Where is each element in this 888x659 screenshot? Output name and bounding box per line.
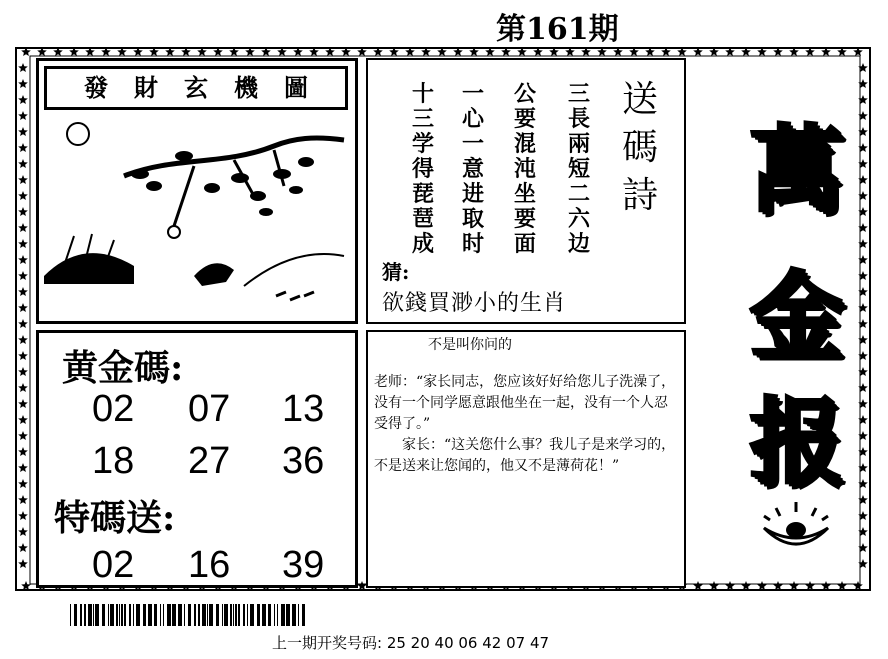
issue-number: 第161期 [496,12,619,47]
poem-line-1: 三長兩短二六边 [567,81,590,257]
star-ornament [837,581,847,590]
barcode-bar [172,604,176,626]
star-ornament [18,319,28,328]
star-ornament [741,581,751,590]
star-ornament [18,399,28,408]
barcode-bar [194,604,196,626]
star-ornament [693,581,703,590]
special-code-label: 特碼送: [54,497,176,539]
star-ornament [821,581,831,590]
guess-label: 猜: [382,260,410,284]
fortune-illustration [44,116,350,316]
barcode-bar [129,604,131,626]
masthead-char-3: 报 [748,387,843,497]
barcode-bar [160,604,161,626]
masthead-char-2: 金 [748,261,843,371]
gold-number: 27 [188,440,231,482]
joke-text [374,372,680,477]
barcode-bar [298,604,299,626]
barcode-bar [84,604,86,626]
barcode-bar [80,604,82,626]
star-ornament [18,207,28,216]
barcode-bar [116,604,118,626]
star-ornament [18,527,28,536]
star-ornament [757,581,767,590]
barcode-bar [167,604,171,626]
star-ornament [725,581,735,590]
star-ornament [18,63,28,72]
star-ornament [18,271,28,280]
poem-line-2: 公要混沌坐要面 [513,81,536,257]
joke-paragraph: 老师：“家长同志，您应该好好给您儿子洗澡了，没有一个同学愿意跟他坐在一起，没有一个人忍受得了。” [374,374,676,432]
image-panel-title: 發財玄機圖 [44,66,348,110]
special-number: 39 [282,544,325,586]
gold-ingot-icon [756,500,836,552]
star-ornament [18,303,28,312]
star-ornament [18,255,28,264]
barcode-bar [133,604,134,626]
riddle-text: 欲錢買渺小的生肖 [382,291,567,316]
barcode-bar [70,604,71,626]
barcode-bar [88,604,92,626]
star-ornament [18,479,28,488]
barcode-bar [250,604,254,626]
joke-title: 不是叫你问的 [428,337,512,353]
barcode-bar [207,604,208,626]
gold-number: 13 [282,388,325,430]
barcode-bar [257,604,260,626]
barcode-graphic [70,604,310,626]
barcode-bar [184,604,185,626]
previous-draw-numbers: 上一期开奖号码: 25 20 40 06 42 07 47 [272,634,550,652]
star-ornament [789,581,799,590]
barcode-bar [238,604,240,626]
star-ornament [18,159,28,168]
poem-line-3: 一心一意进取时 [461,81,484,257]
barcode-bar [124,604,126,626]
poem-line-4: 十三学得琵琶成 [411,81,434,257]
star-ornament [18,511,28,520]
star-ornament [18,335,28,344]
star-ornament [709,581,719,590]
star-ornament [18,239,28,248]
barcode-bar [74,604,77,626]
star-ornament [18,415,28,424]
star-ornament [18,223,28,232]
barcode-bar [274,604,275,626]
barcode-bar [95,604,99,626]
barcode-bar [188,604,191,626]
star-ornament [18,431,28,440]
star-ornament [18,367,28,376]
barcode-bar [178,604,182,626]
gold-number: 07 [188,388,231,430]
barcode-bar [230,604,232,626]
barcode-bar [119,604,120,626]
barcode-bar [262,604,266,626]
gold-number: 36 [282,440,325,482]
star-ornament [18,543,28,552]
barcode-bar [235,604,237,626]
star-ornament [18,559,28,568]
barcode-bar [209,604,213,626]
barcode-bar [148,604,152,626]
barcode-bar [110,604,114,626]
barcode-bar [286,604,290,626]
barcode-bar [233,604,234,626]
gold-code-label: 黄金碼: [62,347,184,389]
star-ornament [18,175,28,184]
star-ornament [18,79,28,88]
barcode-bar [281,604,285,626]
star-ornament [773,581,783,590]
star-ornament [18,351,28,360]
star-ornament [18,127,28,136]
star-ornament [18,191,28,200]
barcode-bar [154,604,157,626]
gold-number: 18 [92,440,135,482]
barcode-bar [247,604,248,626]
barcode-bar [302,604,305,626]
barcode-bar [268,604,271,626]
barcode-bar [224,604,228,626]
barcode-bar [198,604,200,626]
star-ornament [18,111,28,120]
barcode-bar [222,604,223,626]
star-ornament [18,95,28,104]
star-ornament [805,581,815,590]
star-ornament [853,581,863,590]
barcode-bar [202,604,206,626]
poem-title: 送碼詩 [621,79,658,216]
barcode-bar [108,604,109,626]
barcode-bar [93,604,94,626]
barcode-bar [143,604,146,626]
star-ornament [18,447,28,456]
masthead-char-1: 萬 [748,115,843,225]
barcode-bar [216,604,219,626]
star-ornament [18,383,28,392]
star-ornament [18,495,28,504]
star-ornament [18,287,28,296]
barcode-bar [277,604,278,626]
barcode-bar [136,604,140,626]
star-ornament [18,143,28,152]
special-number: 02 [92,544,135,586]
barcode-bar [163,604,164,626]
barcode-bar [292,604,296,626]
star-ornament [18,463,28,472]
barcode-bar [121,604,123,626]
barcode-bar [102,604,105,626]
star-ornament [21,581,31,590]
barcode-bar [243,604,245,626]
gold-number: 02 [92,388,135,430]
special-number: 16 [188,544,231,586]
joke-paragraph: 家长：“这关您什么事？我儿子是来学习的，不是送来让您闻的，他又不是薄荷花！” [374,437,676,474]
